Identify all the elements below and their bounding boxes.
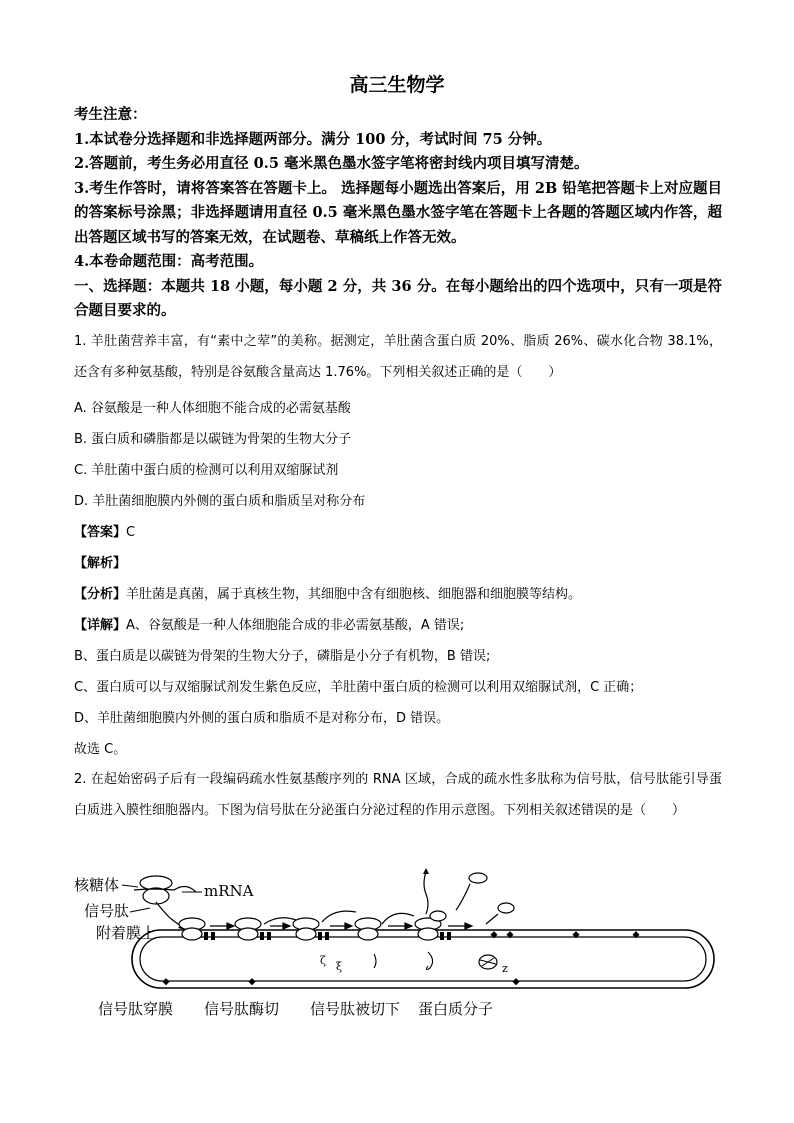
svg-text:z: z (502, 962, 508, 975)
answer-label: 【答案】 (74, 525, 127, 540)
svg-text:ζ: ζ (320, 954, 326, 967)
analysis-tag: 【分析】 (74, 587, 127, 602)
question-1-stem: 1. 羊肚菌营养丰富，有“素中之荤”的美称。据测定，羊肚菌含蛋白质 20%、脂质 26%、碳水化合物 38.1%，还含有多种氨基酸，特别是谷氨酸含量高达 1.76%。下列相关叙述正确的是（ ） (74, 334, 722, 380)
detail-line (74, 614, 464, 633)
released-subunits-icon (423, 868, 514, 924)
notice-heading: 考生注意： (74, 106, 147, 123)
analysis-text: 羊肚菌是真菌，属于真核生物，其细胞中含有细胞核、细胞器和细胞膜等结构。 (126, 587, 582, 602)
detail-line-d: D、羊肚菌细胞膜内外侧的蛋白质和脂质不是对称分布，D 错误。 (74, 711, 450, 726)
answer-line (74, 521, 135, 540)
notice-item-1: 1.本试卷分选择题和非选择题两部分。满分 100 分，考试时间 75 分钟。 (74, 130, 552, 148)
pointer-ribosome (122, 885, 138, 887)
exam-notice (74, 103, 722, 324)
question-1-option-c: C. 羊肚菌中蛋白质的检测可以利用双缩脲试剂 (74, 463, 339, 478)
answer-value: C (126, 525, 136, 540)
conclusion: 故选 C。 (74, 742, 127, 757)
label-signal-peptide: 信号肽 (84, 902, 130, 920)
er-membrane-inner (140, 937, 706, 981)
notice-item-3: 3.考生作答时，请将答案答在答题卡上。 选择题每小题选出答案后，用 2B 铅笔把答题卡上对应题目的答案标号涂黑；非选择题请用直径 0.5 毫米黑色墨水签字笔在答题卡上各题的答题区域内作答，超出答题区域书写的答案无效，在试题卷、草稿纸上作答无效。 (74, 179, 722, 246)
ribosome-4-icon (320, 913, 414, 973)
caption-signal-peptidase-cleavage: 信号肽酶切 (204, 1000, 280, 1018)
caption-signal-peptide-transmembrane: 信号肽穿膜 (98, 1000, 174, 1018)
protein-molecule-icon (479, 955, 508, 975)
question-1-option-a: A. 谷氨酸是一种人体细胞不能合成的必需氨基酸 (74, 401, 351, 416)
pointer-signal (130, 908, 150, 912)
page-title: 高三生物学 (349, 74, 445, 96)
caption-signal-peptide-removed: 信号肽被切下 (310, 1000, 401, 1018)
detail-line-b: B、蛋白质是以碳链为骨架的生物大分子，磷脂是小分子有机物，B 错误; (74, 649, 491, 664)
question-1-option-b: B. 蛋白质和磷脂都是以碳链为骨架的生物大分子 (74, 432, 352, 447)
free-ribosome-icon (134, 876, 196, 918)
svg-text:ξ: ξ (336, 960, 343, 973)
question-1-option-d: D. 羊肚菌细胞膜内外侧的蛋白质和脂质呈对称分布 (74, 494, 366, 509)
signal-peptide-diagram (74, 868, 724, 1028)
caption-protein-molecule: 蛋白质分子 (418, 1000, 494, 1018)
label-ribosome: 核糖体 (74, 876, 120, 894)
analysis-line (74, 583, 581, 602)
notice-item-2: 2.答题前，考生务必用直径 0.5 毫米黑色墨水签字笔将密封线内项目填写清楚。 (74, 155, 589, 172)
detail-text: A、谷氨酸是一种人体细胞能合成的非必需氨基酸，A 错误; (126, 618, 465, 633)
question-2-stem: 2. 在起始密码子后有一段编码疏水性氨基酸序列的 RNA 区域，合成的疏水性多肽称为信号肽，信号肽能引导蛋白质进入膜性细胞器内。下图为信号肽在分泌蛋白分泌过程的作用示意图。下列相关叙述错误的是（ ） (74, 772, 722, 818)
analysis-label: 【解析】 (74, 556, 127, 571)
membrane-markers (162, 931, 639, 985)
detail-tag: 【详解】 (74, 618, 127, 633)
label-mrna: mRNA (204, 882, 254, 900)
section-heading: 一、选择题：本题共 18 小题，每小题 2 分，共 36 分。在每小题给出的四个选项中，只有一项是符合题目要求的。 (74, 277, 722, 319)
label-attach: 附着膜上 (96, 924, 157, 942)
detail-line-c: C、蛋白质可以与双缩脲试剂发生紫色反应，羊肚菌中蛋白质的检测可以利用双缩脲试剂，C 正确； (74, 680, 643, 695)
notice-item-4: 4.本卷命题范围：高考范围。 (74, 253, 264, 270)
